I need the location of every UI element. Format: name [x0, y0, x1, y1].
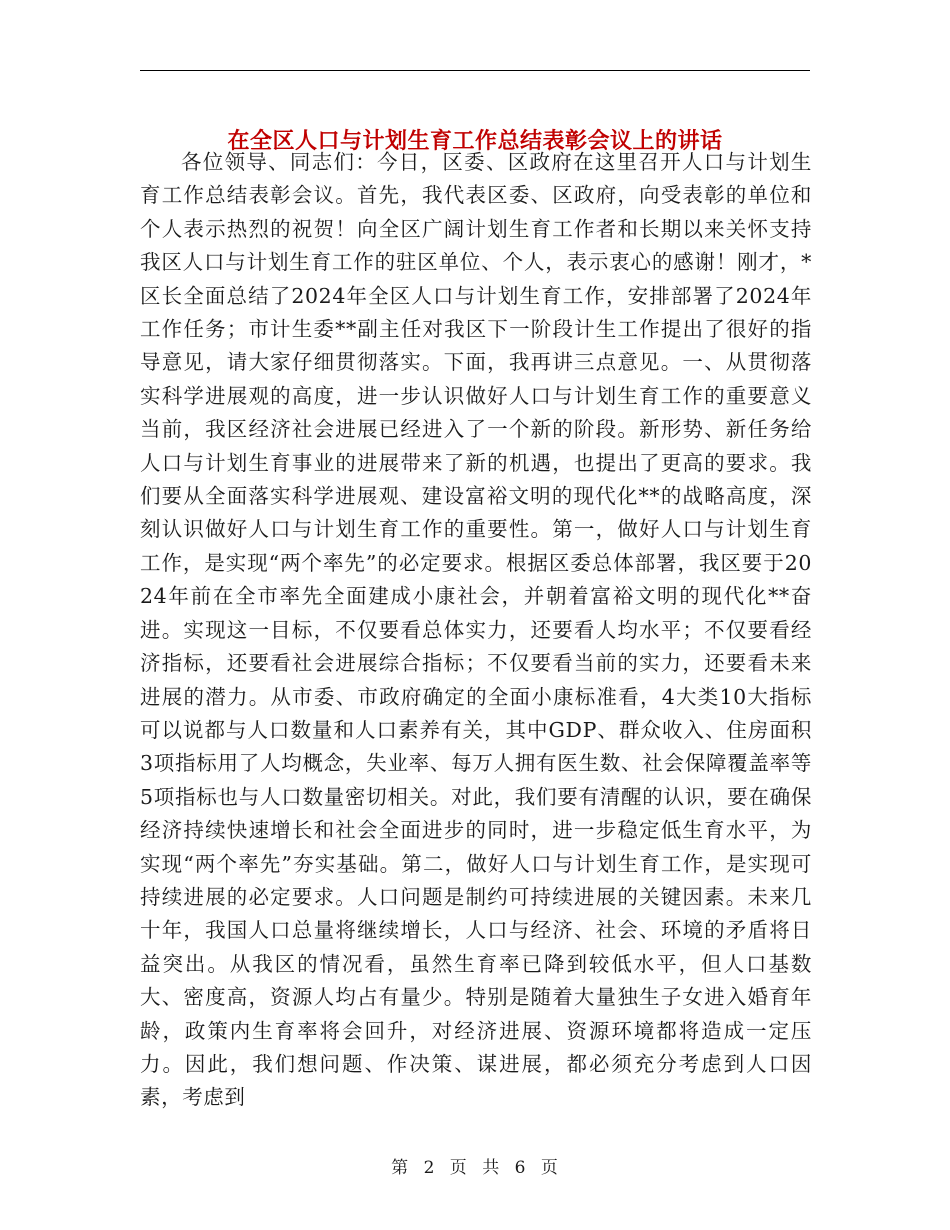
current-page-number: 2 [423, 1158, 436, 1178]
body-paragraph: 各位领导、同志们：今日，区委、区政府在这里召开人口与计划生育工作总结表彰会议。首先，我代表区委、区政府，向受表彰的单位和个人表示热烈的祝贺！向全区广阔计划生育工作者和长期以来关怀支持我区人口与计划生育工作的驻区单位、个人，表示衷心的感谢！刚才，*区长全面总结了2024年全区人口与计划生育工作，安排部署了2024年工作任务；市计生委**副主任对我区下一阶段计生工作提出了很好的指导意见，请大家仔细贯彻落实。下面，我再讲三点意见。一、从贯彻落实科学进展观的高度，进一步认识做好人口与计划生育工作的重要意义当前，我区经济社会进展已经进入了一个新的阶段。新形势、新任务给人口与计划生育事业的进展带来了新的机遇，也提出了更高的要求。我们要从全面落实科学进展观、建设富裕文明的现代化**的战略高度，深刻认识做好人口与计划生育工作的重要性。第一，做好人口与计划生育工作，是实现“两个率先”的必定要求。根据区委总体部署，我区要于2024年前在全市率先全面建成小康社会，并朝着富裕文明的现代化**奋进。实现这一目标，不仅要看总体实力，还要看人均水平；不仅要看经济指标，还要看社会进展综合指标；不仅要看当前的实力，还要看未来进展的潜力。从市委、市政府确定的全面小康标准看，4大类10大指标可以说都与人口数量和人口素养有关，其中GDP、群众收入、住房面积3项指标用了人均概念，失业率、每万人拥有医生数、社会保障覆盖率等5项指标也与人口数量密切相关。对此，我们要有清醒的认识，要在确保经济持续快速增长和社会全面进步的同时，进一步稳定低生育水平，为实现“两个率先”夯实基础。第二，做好人口与计划生育工作，是实现可持续进展的必定要求。人口问题是制约可持续进展的关键因素。未来几十年，我国人口总量将继续增长，人口与经济、社会、环境的矛盾将日益突出。从我区的情况看，虽然生育率已降到较低水平，但人口基数大、密度高，资源人均占有量少。特别是随着大量独生子女进入婚育年龄，政策内生育率将会回升，对经济进展、资源环境都将造成一定压力。因此，我们想问题、作决策、谋进展，都必须充分考虑到人口因素，考虑到 [140, 150, 812, 1110]
header-rule [140, 70, 810, 71]
footer-prefix: 第 [391, 1158, 410, 1178]
document-title: 在全区人口与计划生育工作总结表彰会议上的讲话 [227, 127, 723, 154]
footer-total-word: 共 [482, 1158, 501, 1178]
footer-suffix: 页 [540, 1158, 559, 1178]
footer-page-word: 页 [449, 1158, 468, 1178]
page-footer [0, 1153, 950, 1178]
total-page-count: 6 [514, 1158, 527, 1178]
